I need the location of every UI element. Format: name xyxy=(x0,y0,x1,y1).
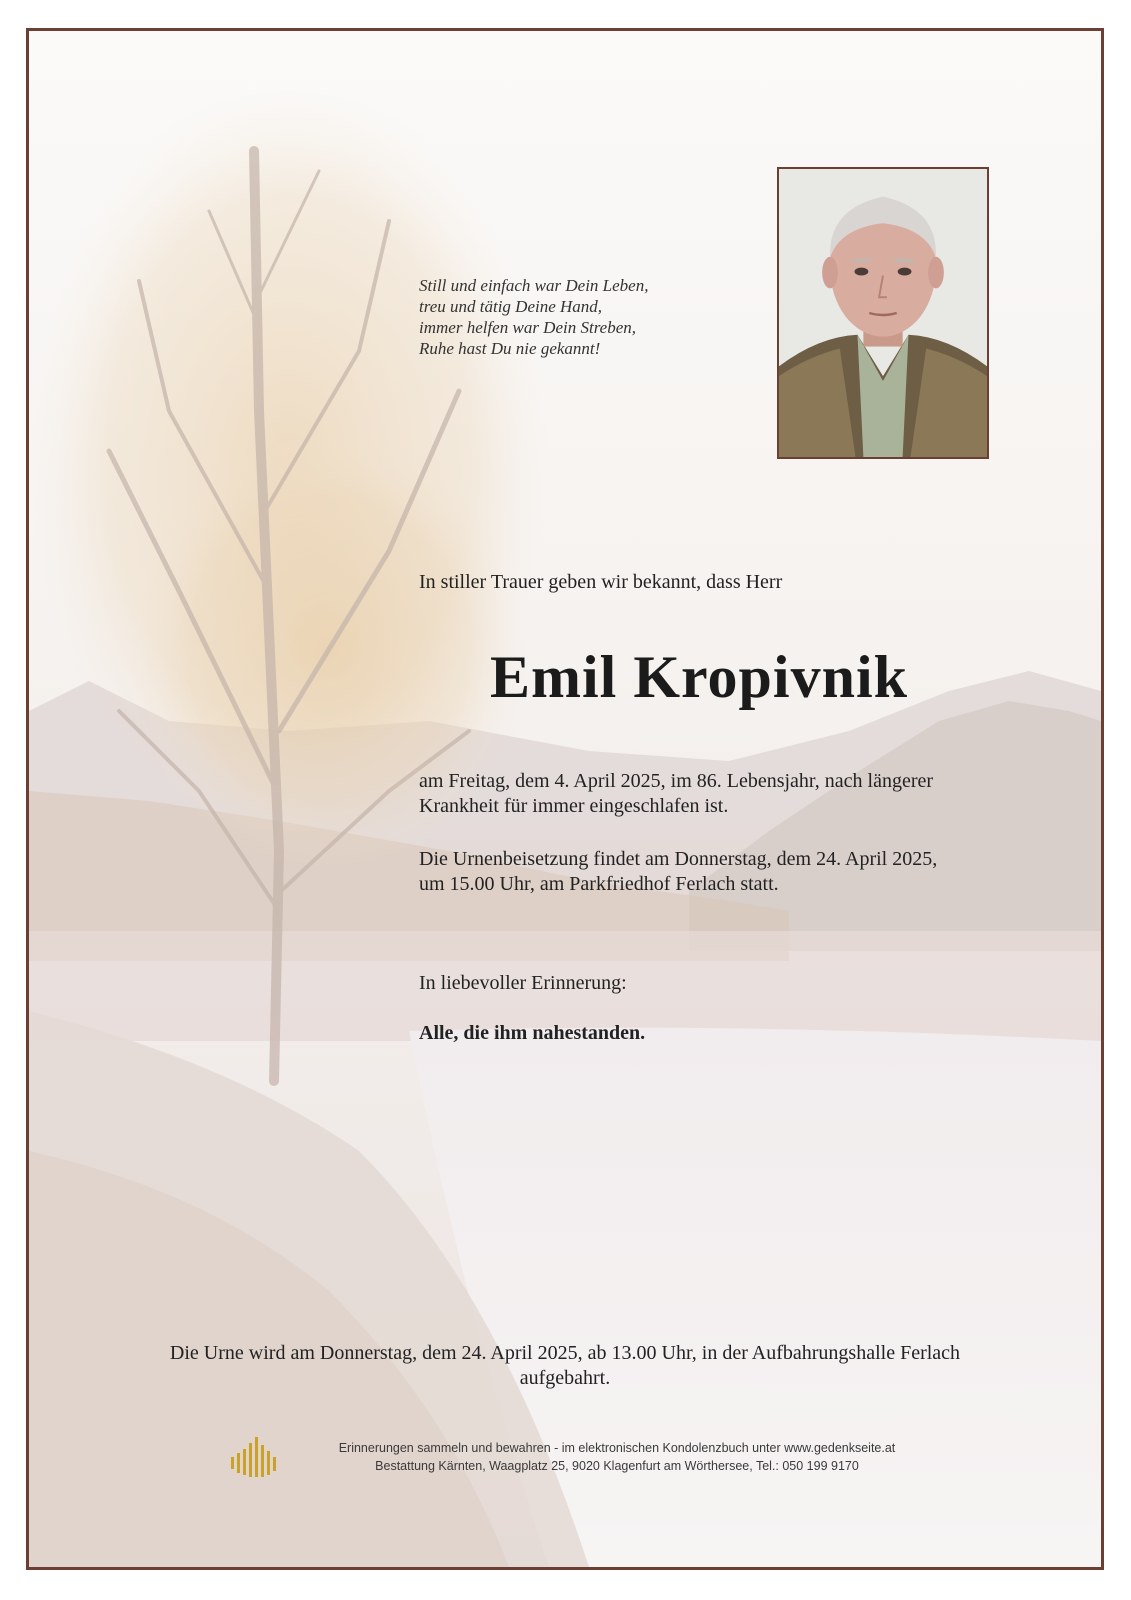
death-notice xyxy=(419,769,1019,819)
death-line: Krankheit für immer eingeschlafen ist. xyxy=(419,795,729,817)
remembrance-text: In liebevoller Erinnerung: xyxy=(419,972,627,994)
poem-line: immer helfen war Dein Streben, xyxy=(419,318,637,337)
footer-condolence-line: Erinnerungen sammeln und bewahren - im elektronischen Kondolenzbuch unter www.gedenkseite.at xyxy=(338,1441,896,1455)
viewing-line: Die Urne wird am Donnerstag, dem 24. April 2025, ab 13.00 Uhr, in der Aufbahrungshalle Ferlach xyxy=(169,1342,961,1364)
viewing-line: aufgebahrt. xyxy=(519,1367,611,1389)
poem-line: Still und einfach war Dein Leben, xyxy=(419,276,649,295)
death-line: am Freitag, dem 4. April 2025, im 86. Lebensjahr, nach längerer xyxy=(419,770,934,792)
poem-line: treu und tätig Deine Hand, xyxy=(419,297,603,316)
poem xyxy=(419,275,749,359)
burial-line: um 15.00 Uhr, am Parkfriedhof Ferlach statt. xyxy=(419,873,779,895)
burial-notice xyxy=(419,847,1019,897)
candle-flame-logo-icon xyxy=(229,1437,281,1477)
signature-text: Alle, die ihm nahestanden. xyxy=(419,1022,646,1044)
poem-line: Ruhe hast Du nie gekannt! xyxy=(419,339,601,358)
footer xyxy=(229,1433,929,1493)
portrait-photo xyxy=(777,167,989,459)
viewing-notice xyxy=(29,1341,1101,1391)
obituary-frame xyxy=(26,28,1104,1570)
burial-line: Die Urnenbeisetzung findet am Donnerstag, dem 24. April 2025, xyxy=(419,848,938,870)
footer-address-line: Bestattung Kärnten, Waagplatz 25, 9020 Klagenfurt am Wörthersee, Tel.: 050 199 9170 xyxy=(375,1459,859,1473)
deceased-name: Emil Kropivnik xyxy=(489,644,908,710)
intro-text: In stiller Trauer geben wir bekannt, dass Herr xyxy=(419,571,783,593)
